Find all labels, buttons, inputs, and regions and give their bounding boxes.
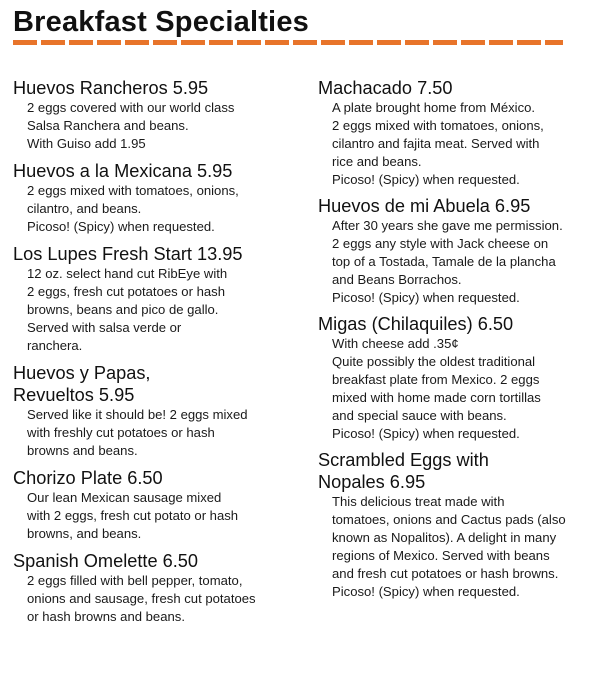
menu-item-description-line: tomatoes, onions and Cactus pads (also <box>332 512 566 527</box>
menu-item-description-line: browns, beans and pico de gallo. <box>27 302 219 317</box>
menu-item-title: Huevos y Papas, <box>13 363 151 383</box>
menu-item-description <box>318 493 603 601</box>
menu-item-description-line: Quite possibly the oldest traditional <box>332 354 536 369</box>
menu-item-title: Huevos Rancheros 5.95 <box>13 78 209 98</box>
menu-item-title: Huevos de mi Abuela 6.95 <box>318 196 531 216</box>
menu-item-title: Nopales 6.95 <box>318 472 426 492</box>
menu-item-title: Machacado 7.50 <box>318 78 453 98</box>
menu-item-description-line: known as Nopalitos). A delight in many <box>332 530 557 545</box>
menu-item-description-line: and fresh cut potatoes or hash browns. <box>332 566 559 581</box>
menu-item <box>318 449 603 601</box>
menu-item-description-line: 2 eggs any style with Jack cheese on <box>332 236 549 251</box>
menu-item-title: Revueltos 5.95 <box>13 385 135 405</box>
menu-item-description-line: with freshly cut potatoes or hash <box>27 425 215 440</box>
menu-column-left <box>13 77 298 633</box>
menu-item-description-line: With cheese add .35¢ <box>332 336 459 351</box>
menu-column-right <box>318 77 603 607</box>
menu-item-description-line: browns, and beans. <box>27 526 142 541</box>
menu-item-description <box>13 489 298 543</box>
menu-item-description-line: browns and beans. <box>27 443 138 458</box>
menu-item-description <box>318 99 603 189</box>
menu-item-description-line: 12 oz. select hand cut RibEye with <box>27 266 228 281</box>
menu-item-description-line: cilantro, and beans. <box>27 201 142 216</box>
menu-item <box>13 77 298 153</box>
menu-item-description-line: Served like it should be! 2 eggs mixed <box>27 407 248 422</box>
menu-item-description-line: and Beans Borrachos. <box>332 272 462 287</box>
menu-item-description-line: regions of Mexico. Served with beans <box>332 548 550 563</box>
menu-item-description-line: with 2 eggs, fresh cut potato or hash <box>27 508 239 523</box>
menu-item-description <box>13 99 298 153</box>
menu-item-description-line: Picoso! (Spicy) when requested. <box>332 290 520 305</box>
menu-item-description <box>318 217 603 307</box>
menu-item-description-line: With Guiso add 1.95 <box>27 136 146 151</box>
menu-item-description-line: ranchera. <box>27 338 83 353</box>
menu-item-description-line: top of a Tostada, Tamale de la plancha <box>332 254 556 269</box>
menu-item-description-line: After 30 years she gave me permission. <box>332 218 563 233</box>
menu-item-description-line: Picoso! (Spicy) when requested. <box>332 426 520 441</box>
menu-item <box>13 243 298 355</box>
menu-item <box>13 362 298 460</box>
menu-item <box>13 160 298 236</box>
menu-item-title: Chorizo Plate 6.50 <box>13 468 163 488</box>
menu-item-description-line: Our lean Mexican sausage mixed <box>27 490 222 505</box>
menu-item-description-line: onions and sausage, fresh cut potatoes <box>27 591 256 606</box>
menu-item-description <box>318 335 603 443</box>
menu-item-description-line: 2 eggs, fresh cut potatoes or hash <box>27 284 225 299</box>
menu-item-description-line: Picoso! (Spicy) when requested. <box>27 219 215 234</box>
orange-dashed-divider <box>13 40 563 45</box>
menu-item-description <box>13 265 298 355</box>
menu-item-description-line: Picoso! (Spicy) when requested. <box>332 172 520 187</box>
menu-item-description-line: A plate brought home from México. <box>332 100 536 115</box>
menu-item-description-line: Salsa Ranchera and beans. <box>27 118 189 133</box>
menu-item-description-line: This delicious treat made with <box>332 494 505 509</box>
menu-item-title: Migas (Chilaquiles) 6.50 <box>318 314 514 334</box>
page-title: Breakfast Specialties <box>13 6 309 38</box>
menu-item-description-line: 2 eggs mixed with tomatoes, onions, <box>27 183 239 198</box>
menu-item-description-line: cilantro and fajita meat. Served with <box>332 136 540 151</box>
menu-item-description-line: 2 eggs filled with bell pepper, tomato, <box>27 573 243 588</box>
menu-item <box>13 550 298 626</box>
menu-item-description-line: Picoso! (Spicy) when requested. <box>332 584 520 599</box>
menu-item-description-line: Served with salsa verde or <box>27 320 182 335</box>
menu-item-description-line: and special sauce with beans. <box>332 408 507 423</box>
menu-item-description <box>13 406 298 460</box>
menu-item-description-line: or hash browns and beans. <box>27 609 185 624</box>
menu-item-title: Scrambled Eggs with <box>318 450 489 470</box>
menu-item-title: Huevos a la Mexicana 5.95 <box>13 161 233 181</box>
menu-item <box>13 467 298 543</box>
menu-item <box>318 195 603 307</box>
menu-item-description <box>13 182 298 236</box>
menu-item-description-line: rice and beans. <box>332 154 422 169</box>
menu-item-description-line: breakfast plate from Mexico. 2 eggs <box>332 372 540 387</box>
menu-item-description-line: 2 eggs mixed with tomatoes, onions, <box>332 118 544 133</box>
menu-item-description-line: 2 eggs covered with our world class <box>27 100 235 115</box>
menu-item-title: Los Lupes Fresh Start 13.95 <box>13 244 243 264</box>
menu-item-description-line: mixed with home made corn tortillas <box>332 390 541 405</box>
menu-item <box>318 77 603 189</box>
menu-item-description <box>13 572 298 626</box>
menu-item-title: Spanish Omelette 6.50 <box>13 551 199 571</box>
menu-item <box>318 313 603 443</box>
